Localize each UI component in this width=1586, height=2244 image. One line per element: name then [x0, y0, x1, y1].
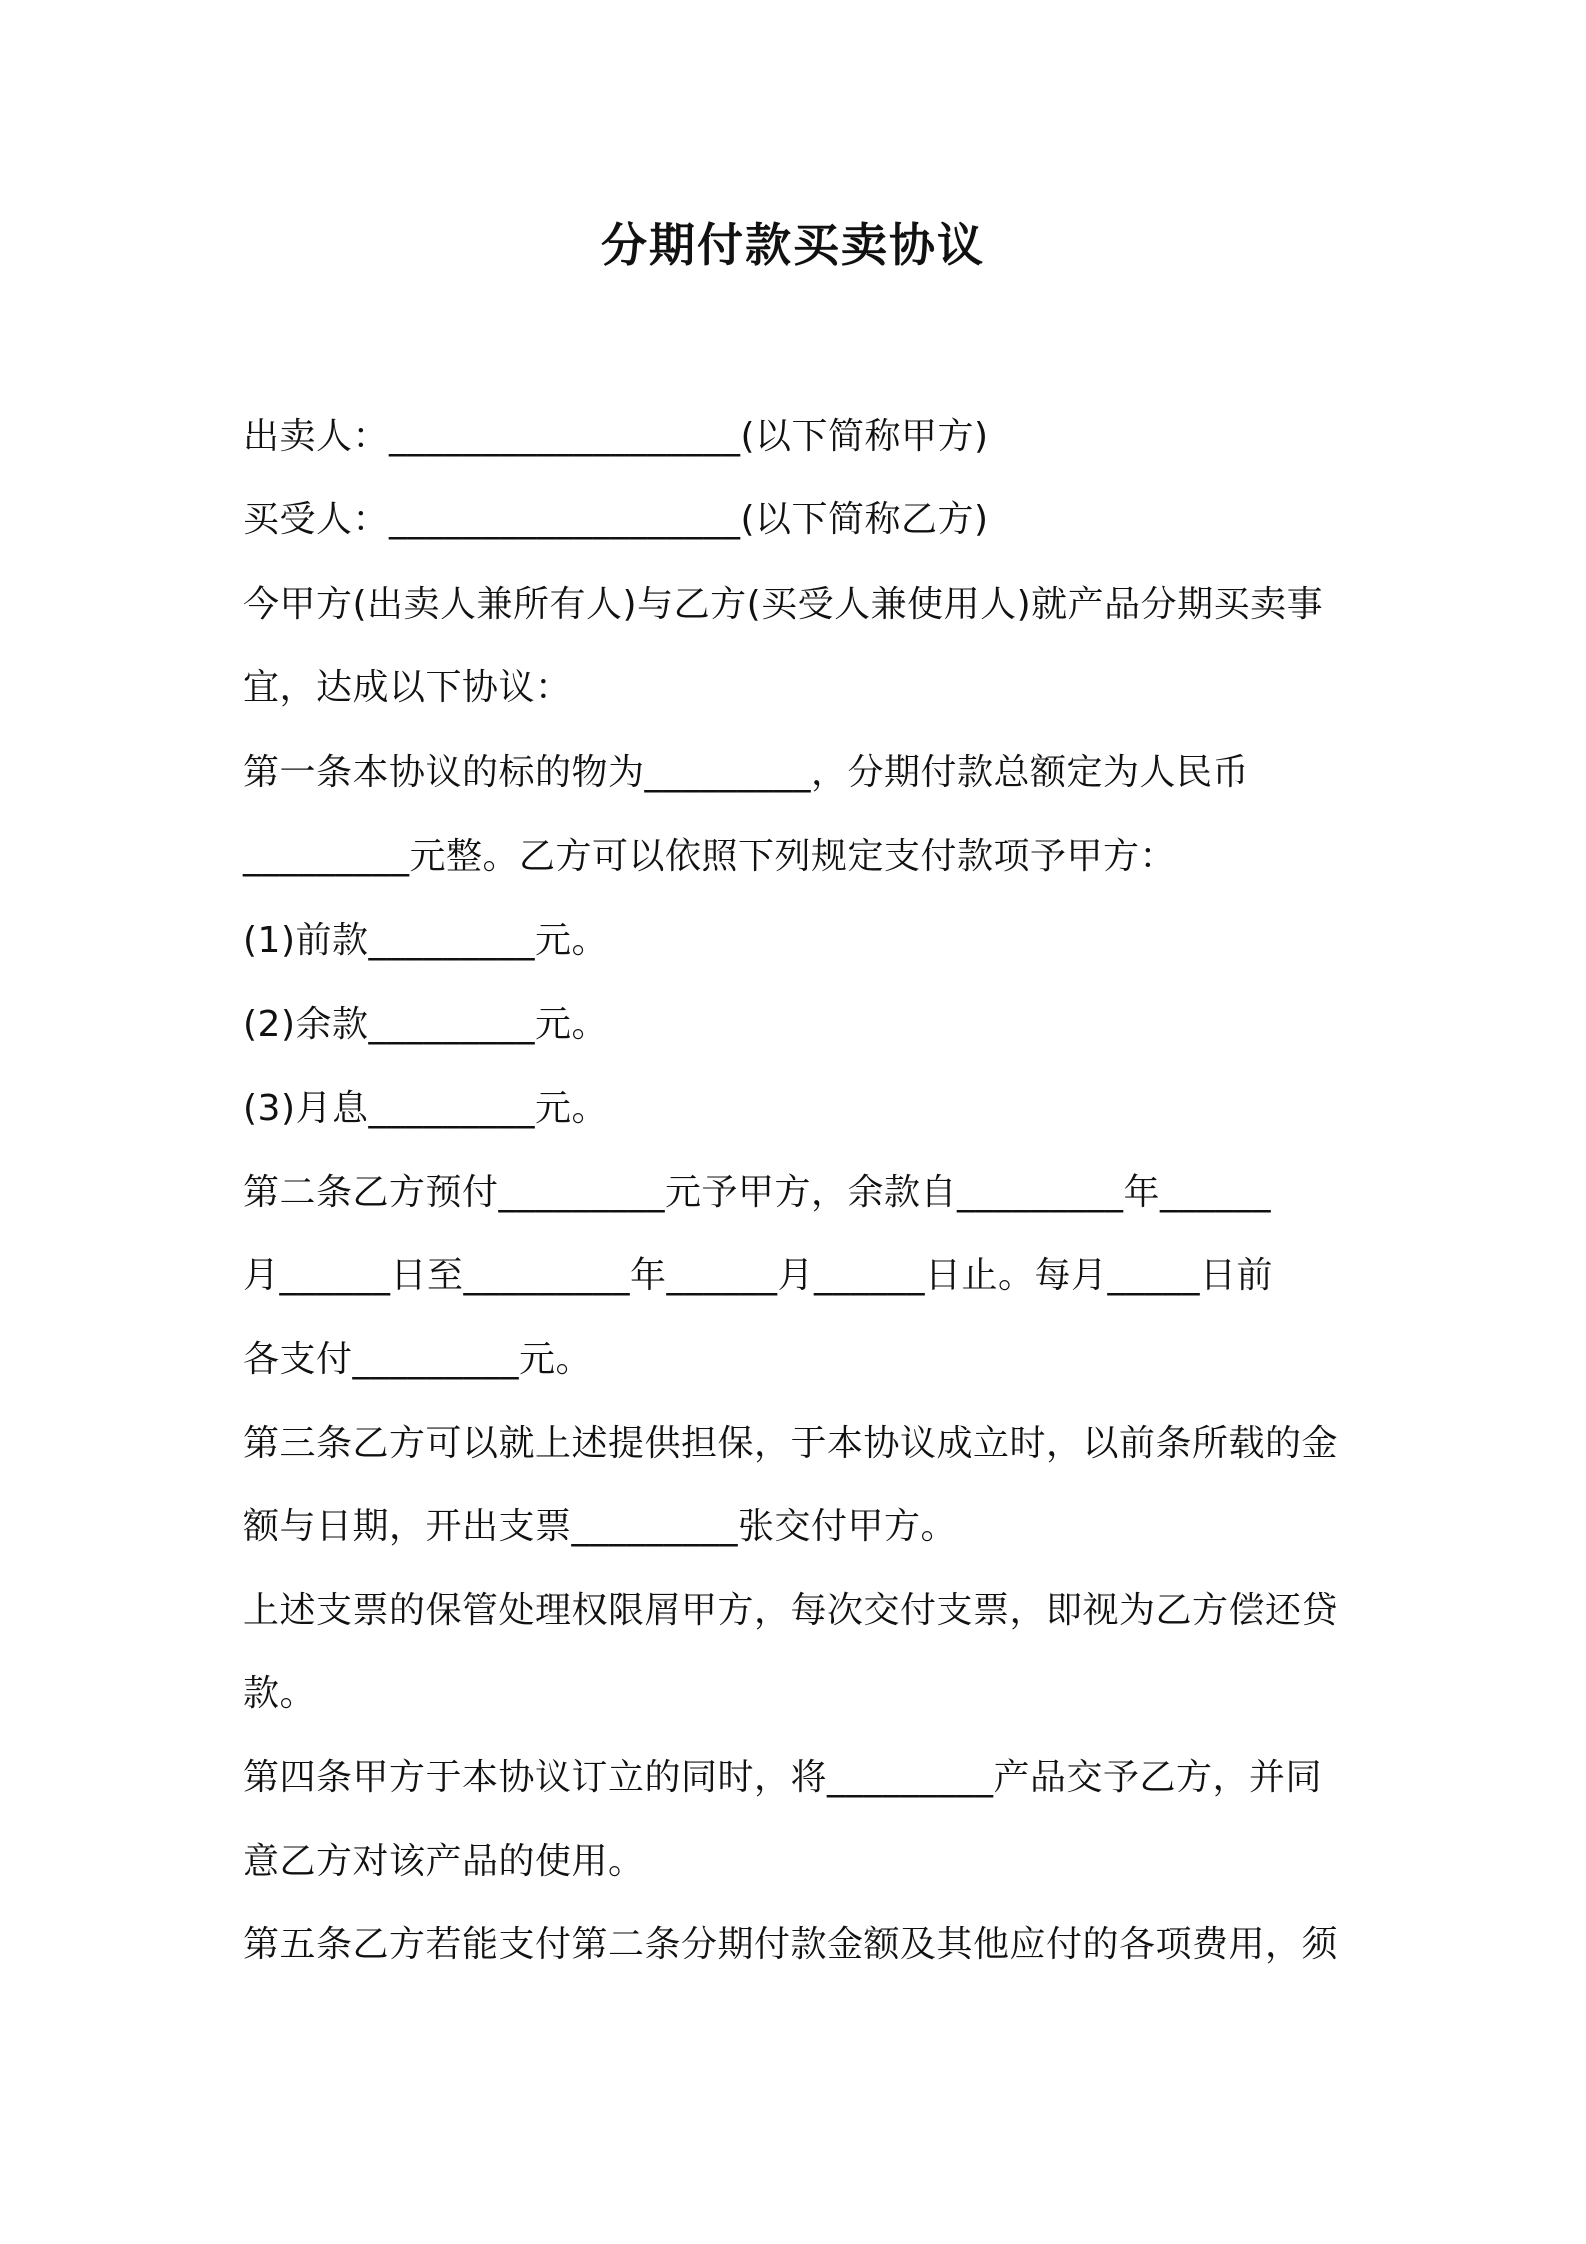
article-1-line-2: _________元整。乙方可以依照下列规定支付款项予甲方： [243, 836, 1177, 877]
article-1-item-3: (3)月息_________元。 [243, 1088, 608, 1129]
article-1-item-1: (1)前款_________元。 [243, 920, 608, 961]
article-3-note-line-2: 款。 [243, 1673, 317, 1714]
intro-line-1: 今甲方(出卖人兼所有人)与乙方(买受人兼使用人)就产品分期买卖事 [243, 584, 1324, 625]
document-title: 分期付款买卖协议 [601, 218, 985, 272]
article-3-line-2: 额与日期，开出支票_________张交付甲方。 [243, 1506, 958, 1547]
intro-line-2: 宜，达成以下协议： [243, 667, 572, 708]
article-1-item-2: (2)余款_________元。 [243, 1004, 608, 1045]
article-5-line-1: 第五条乙方若能支付第二条分期付款金额及其他应付的各项费用，须 [243, 1924, 1339, 1965]
article-2-line-3: 各支付_________元。 [243, 1339, 593, 1380]
article-3-line-1: 第三条乙方可以就上述提供担保，于本协议成立时，以前条所载的金 [243, 1423, 1339, 1464]
article-4-line-1: 第四条甲方于本协议订立的同时，将_________产品交予乙方，并同 [243, 1757, 1323, 1798]
seller-line: 出卖人：___________________(以下简称甲方) [243, 416, 989, 457]
article-3-note-line-1: 上述支票的保管处理权限屑甲方，每次交付支票，即视为乙方偿还贷 [243, 1590, 1339, 1631]
buyer-line: 买受人：___________________(以下简称乙方) [243, 499, 989, 540]
article-1-line-1: 第一条本协议的标的物为_________，分期付款总额定为人民币 [243, 752, 1250, 793]
article-2-line-2: 月______日至_________年______月______日止。每月_____日前 [243, 1255, 1274, 1296]
article-4-line-2: 意乙方对该产品的使用。 [243, 1841, 645, 1882]
article-2-line-1: 第二条乙方预付_________元予甲方，余款自_________年______ [243, 1172, 1272, 1213]
